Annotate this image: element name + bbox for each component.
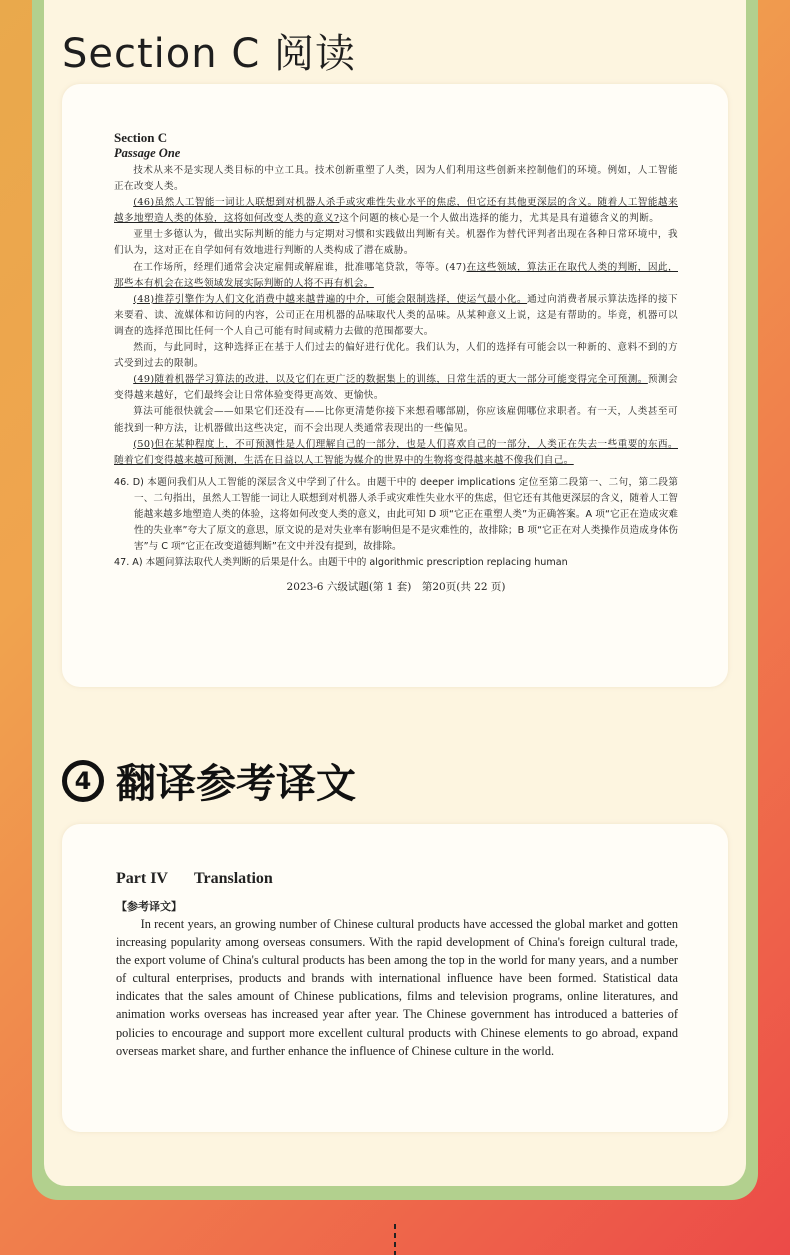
passage-paragraph — [114, 292, 678, 340]
passage-paragraphs — [114, 163, 678, 469]
passage-paragraph — [114, 372, 678, 404]
underlined-sentence: (46)虽然人工智能一词让人联想到对机器人杀手或灾难性失业水平的焦虑，但它还有其他更深层的含义。随着人工智能越来越多地塑造人类的体验，这将如何改变人类的意义? — [114, 197, 678, 225]
translation-text: In recent years, an growing number of Chinese cultural products have accessed the global market and gotten increasing popularity among overseas consumers. With the rapid development of China's foreign cultural trade, the export volume of China's cultural products has been among the top in the world for many years, and a number of cultural enterprises, products and brands with international influence have been formed. Statistical data indicates that the sales amount of Chinese publications, films and television programs, online literatures, and animation works overseas has increased year after year. The Chinese government has introduced a batteries of policies to encourage and support more excellent cultural products with Chinese elements to go abroad, expand overseas market share, and further enhance the influence of Chinese culture in the world. — [116, 917, 678, 1058]
paragraph-text: 这个问题的核心是一个人做出选择的能力，尤其是具有道德含义的判断。 — [339, 213, 660, 225]
paragraph-text: 通过向消费者展示算法选择的接下来要看、读、流媒体和访问的内容，公司正在用机器的品味取代人类的品味。从某种意义上说，这是有帮助的。毕竟，机器可以调查的选择范围比任何一个人自己可能有时间或精力去做的范围都要大。 — [114, 293, 679, 337]
translation-heading-text: 翻译参考译文 — [116, 761, 356, 807]
paragraph-text: 预测会变得越来越好，它们最终会让日常体验变得更高效、更愉快。 — [114, 374, 678, 402]
dashed-divider — [394, 1224, 396, 1255]
part-name: Translation — [193, 870, 273, 887]
passage-paragraph — [114, 404, 678, 436]
passage-label: Passage One — [114, 146, 181, 160]
translation-card — [62, 824, 728, 1132]
translation-document — [116, 870, 678, 1060]
passage-paragraph — [114, 437, 678, 469]
passage-paragraph — [114, 340, 678, 372]
paragraph-text: 算法可能很快就会——如果它们还没有——比你更清楚你接下来想看哪部剧，你应该雇佣哪位求职者。有一天，人类甚至可能找到一种方法，让机器做出这些决定，而不会出现人类通常表现出的一些偏见。 — [114, 406, 678, 434]
passage-paragraph — [114, 227, 678, 259]
translation-heading — [62, 752, 356, 809]
paragraph-text: 然而，与此同时，这种选择正在基于人们过去的偏好进行优化。我们认为，人们的选择有可能会以一种新的、意料不到的方式受到过去的限制。 — [114, 342, 678, 370]
circled-number: 4 — [62, 760, 104, 802]
section-title: Section C 阅读 — [62, 31, 356, 77]
section-label: Section C — [114, 130, 168, 145]
underlined-sentence: (48)推荐引擎作为人们文化消费中越来越普遍的中介，可能会限制选择，使运气最小化。 — [133, 293, 528, 305]
part-title — [116, 870, 678, 888]
answer-47: 47. A) 本题问算法取代人类判断的后果是什么。由题干中的 algorithmic prescription replacing human — [114, 557, 568, 569]
answer-46: 46. D) 本题问我们从人工智能的深层含义中学到了什么。由题干中的 deeper implications 定位至第二段第一、二句，第二段第一、二句指出，虽然人工智能一词让人联想到对机器人杀手或灾难性失业水平的焦虑，但它还有其他更深层的含义，随着人工智能越来越多地塑造人类的体验，这将如何改变人类的意义，由此可知 D 项“它正在重塑人类”为正确答案。A 项“它正在造成灾难性的失业率”夸大了原文的意思，原文说的是对失业率有影响但是不是灾难性的，故排除；B 项“它正在对人类操作员造成身体伤害”与 C 项“它正在改变道德判断”在文中并没有提到，故排除。 — [114, 476, 678, 553]
passage-paragraph — [114, 195, 678, 227]
reading-document — [114, 130, 678, 594]
passage-paragraph — [114, 260, 678, 292]
page-footer: 2023-6 六级试题(第 1 套) 第20页(共 22 页) — [286, 581, 506, 594]
passage-paragraph — [114, 163, 678, 195]
reading-card — [62, 84, 728, 687]
paragraph-text: 在工作场所，经理们通常会决定雇佣或解雇谁，批准哪笔贷款，等等。(47) — [133, 261, 467, 273]
underlined-sentence: (50)但在某种程度上，不可预测性是人们理解自己的一部分，也是人们喜欢自己的一部分，人类正在失去一些重要的东西。随着它们变得越来越可预测，生活在日益以人工智能为媒介的世界中的生物将变得越来越不像我们自己。 — [114, 438, 678, 466]
underlined-sentence: (49)随着机器学习算法的改进，以及它们在更广泛的数据集上的训练，日常生活的更大一部分可能变得完全可预测。 — [133, 374, 648, 386]
paragraph-text: 亚里士多德认为，做出实际判断的能力与定期对习惯和实践做出判断有关。机器作为替代评判者出现在各种日常环境中，我们认为，这对正在自学如何有效地进行判断的人类构成了潜在威胁。 — [114, 229, 678, 257]
part-label: Part IV — [116, 870, 168, 887]
underlined-sentence: 在这些领域，算法正在取代人类的判断，因此，那些本有机会在这些领域发展实际判断的人将不再有机会。 — [114, 261, 678, 289]
paragraph-text: 技术从来不是实现人类目标的中立工具。技术创新重塑了人类，因为人们利用这些创新来控制他们的环境。例如，人工智能正在改变人类。 — [114, 165, 678, 193]
reference-label: 【参考译文】 — [116, 900, 182, 913]
